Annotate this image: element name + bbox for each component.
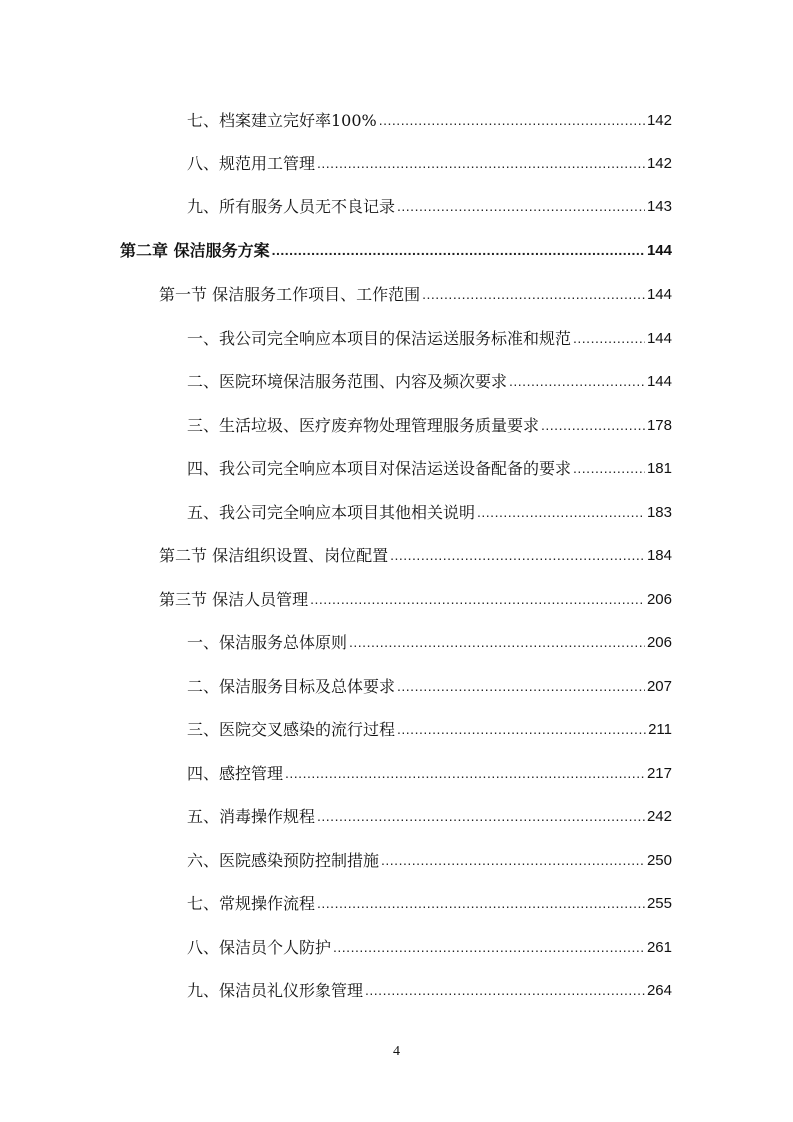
- toc-entry-title: 七、档案建立完好率100%: [187, 111, 377, 130]
- toc-entry-page: 144: [646, 330, 672, 347]
- toc-entry-title: 四、感控管理: [187, 764, 284, 783]
- toc-entry-page: 206: [646, 634, 672, 651]
- toc-leader-dots: [573, 327, 645, 350]
- toc-entry-page: 142: [646, 112, 672, 129]
- toc-leader-dots: [390, 544, 645, 567]
- toc-section-title: 第一节 保洁服务工作项目、工作范围: [159, 285, 421, 304]
- toc-entry-title: 三、生活垃圾、医疗废弃物处理管理服务质量要求: [187, 416, 540, 435]
- toc-section-title: 第二节 保洁组织设置、岗位配置: [159, 546, 389, 565]
- toc-leader-dots: [422, 283, 645, 306]
- toc-entry-employment-management[interactable]: [187, 145, 672, 175]
- toc-entry-page: 144: [646, 373, 672, 390]
- toc-leader-dots: [349, 631, 645, 654]
- toc-entry-title: 五、消毒操作规程: [187, 807, 316, 826]
- toc-entry-etiquette[interactable]: [187, 972, 672, 1002]
- toc-entry-title: 九、保洁员礼仪形象管理: [187, 981, 364, 1000]
- toc-entry-title: 九、所有服务人员无不良记录: [187, 197, 396, 216]
- toc-section-1[interactable]: [159, 276, 672, 306]
- toc-leader-dots: [379, 109, 645, 132]
- toc-entry-title: 三、医院交叉感染的流行过程: [187, 720, 396, 739]
- toc-entry-title: 二、医院环境保洁服务范围、内容及频次要求: [187, 372, 508, 391]
- toc-leader-dots: [477, 501, 645, 524]
- toc-entry-routine-process[interactable]: [187, 885, 672, 915]
- toc-entry-equipment[interactable]: [187, 450, 672, 480]
- toc-leader-dots: [397, 675, 645, 698]
- toc-entry-page: 142: [646, 155, 672, 172]
- toc-entry-title: 七、常规操作流程: [187, 894, 316, 913]
- toc-entry-page: 250: [646, 852, 672, 869]
- toc-entry-page: 207: [646, 678, 672, 695]
- page-number: 4: [393, 1044, 400, 1059]
- toc-entry-title: 二、保洁服务目标及总体要求: [187, 677, 396, 696]
- toc-leader-dots: [397, 195, 645, 218]
- toc-entry-personal-protection[interactable]: [187, 929, 672, 959]
- toc-section-2[interactable]: [159, 537, 672, 567]
- toc-section-page: 184: [646, 547, 672, 564]
- toc-entry-title: 六、医院感染预防控制措施: [187, 851, 380, 870]
- toc-entry-title: 八、保洁员个人防护: [187, 938, 332, 957]
- toc-leader-dots: [310, 588, 645, 611]
- toc-leader-dots: [365, 979, 645, 1002]
- toc-entry-page: 261: [646, 939, 672, 956]
- toc-entry-cleaning-scope[interactable]: [187, 363, 672, 393]
- toc-entry-goals[interactable]: [187, 668, 672, 698]
- toc-chapter-title: 第二章 保洁服务方案: [120, 241, 270, 260]
- toc-entry-waste-handling[interactable]: [187, 407, 672, 437]
- toc-section-title: 第三节 保洁人员管理: [159, 590, 309, 609]
- toc-entry-page: 211: [648, 721, 672, 738]
- toc-leader-dots: [573, 457, 645, 480]
- toc-entry-other-notes[interactable]: [187, 494, 672, 524]
- toc-entry-principles[interactable]: [187, 624, 672, 654]
- toc-entry-disinfection[interactable]: [187, 798, 672, 828]
- toc-entry-cross-infection[interactable]: [187, 711, 672, 741]
- toc-leader-dots: [317, 892, 645, 915]
- toc-leader-dots: [272, 239, 645, 262]
- toc-entry-no-bad-record[interactable]: [187, 188, 672, 218]
- toc-leader-dots: [541, 414, 645, 437]
- toc-leader-dots: [317, 805, 645, 828]
- toc-entry-archive-rate[interactable]: [187, 102, 672, 132]
- toc-section-page: 144: [646, 286, 672, 303]
- toc-entry-page: 217: [646, 765, 672, 782]
- toc-entry-prevention[interactable]: [187, 842, 672, 872]
- toc-section-3[interactable]: [159, 581, 672, 611]
- toc-entry-title: 四、我公司完全响应本项目对保洁运送设备配备的要求: [187, 459, 572, 478]
- toc-entry-title: 一、保洁服务总体原则: [187, 633, 348, 652]
- toc-entry-title: 八、规范用工管理: [187, 154, 316, 173]
- toc-entry-page: 178: [646, 417, 672, 434]
- toc-entry-page: 242: [646, 808, 672, 825]
- toc-entry-page: 143: [646, 198, 672, 215]
- toc-leader-dots: [397, 718, 646, 741]
- toc-entry-page: 183: [646, 504, 672, 521]
- toc-entry-infection-control[interactable]: [187, 755, 672, 785]
- toc-section-page: 206: [646, 591, 672, 608]
- toc-entry-page: 255: [646, 895, 672, 912]
- toc-leader-dots: [333, 936, 645, 959]
- toc-chapter-2[interactable]: [120, 232, 672, 262]
- toc-leader-dots: [509, 370, 645, 393]
- toc-entry-page: 181: [646, 460, 672, 477]
- toc-entry-page: 264: [646, 982, 672, 999]
- toc-leader-dots: [317, 152, 645, 175]
- toc-chapter-page: 144: [646, 242, 672, 259]
- toc-leader-dots: [285, 762, 645, 785]
- toc-entry-title: 一、我公司完全响应本项目的保洁运送服务标准和规范: [187, 329, 572, 348]
- toc-entry-standards[interactable]: [187, 320, 672, 350]
- toc-leader-dots: [381, 849, 645, 872]
- toc-entry-title: 五、我公司完全响应本项目其他相关说明: [187, 503, 476, 522]
